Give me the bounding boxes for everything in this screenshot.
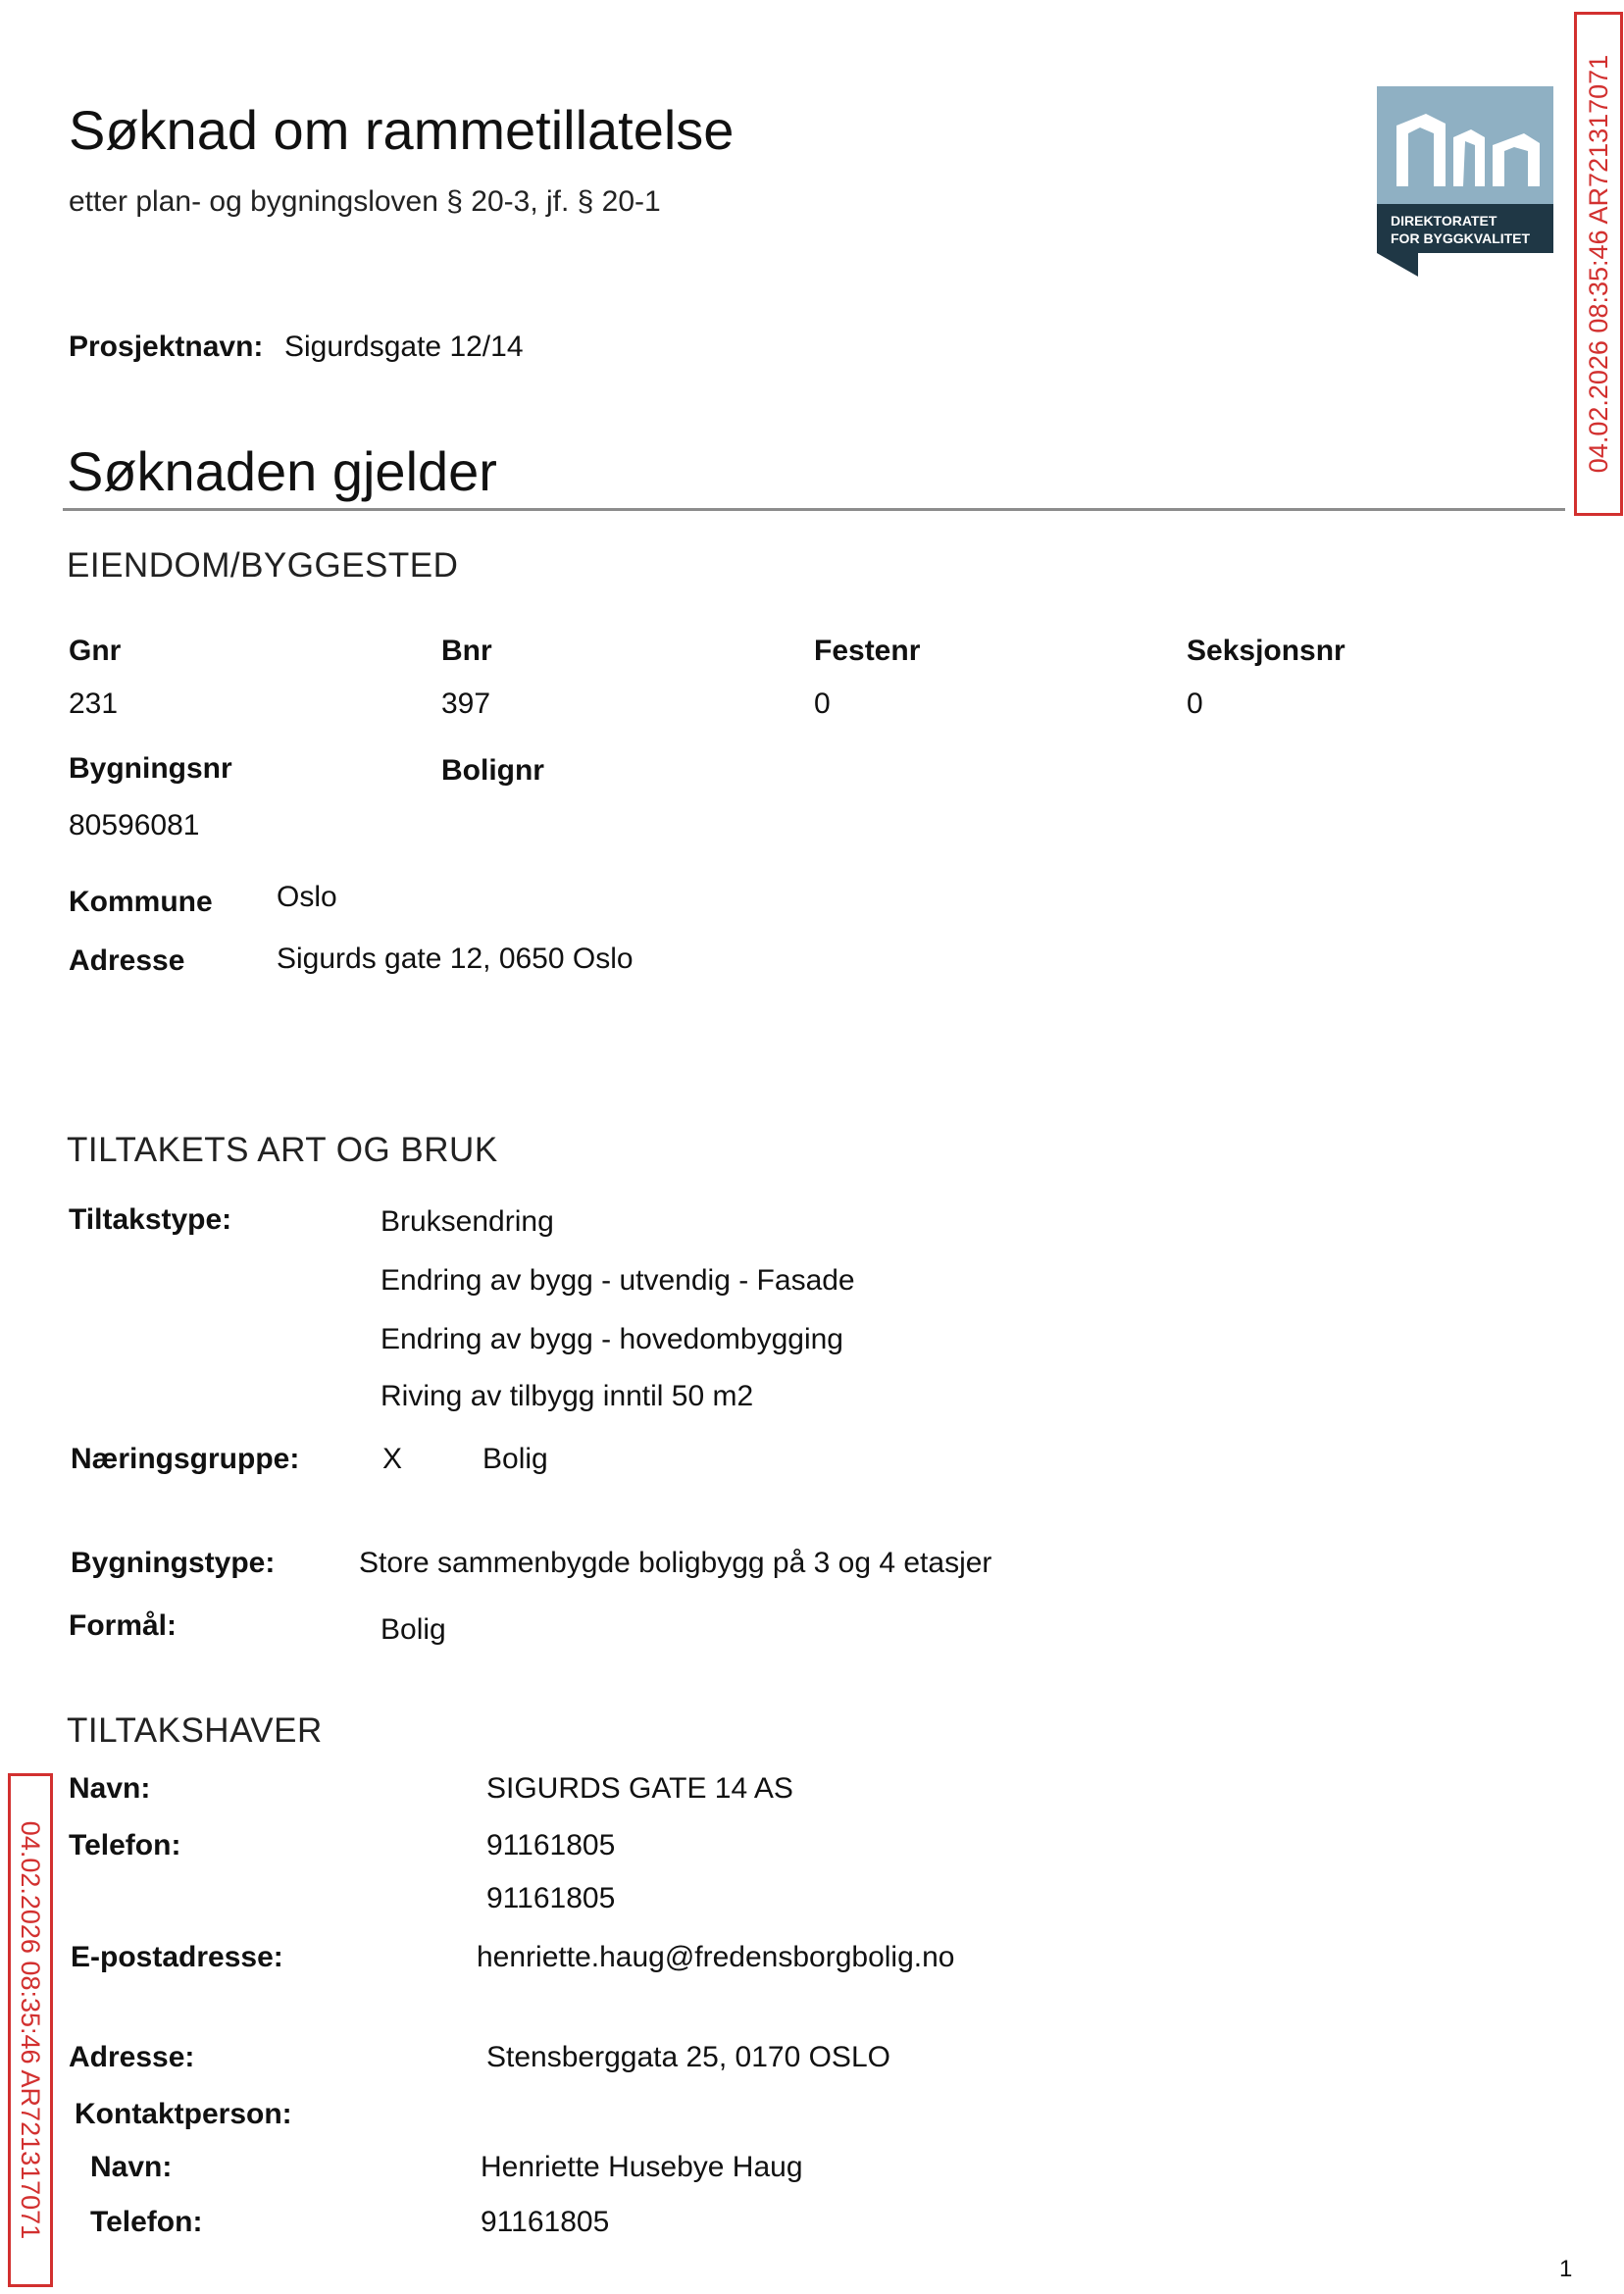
kontaktperson-navn-value: Henriette Husebye Haug: [481, 2151, 803, 2183]
document-subtitle: etter plan- og bygningsloven § 20-3, jf. § 20-1: [69, 185, 661, 218]
gnr-label: Gnr: [69, 635, 122, 667]
logo-text-line1: DIREKTORATET: [1391, 213, 1497, 229]
tiltakshaver-telefon-value-2: 91161805: [486, 1882, 616, 1914]
stamp-text: 04.02.2026 08:35:46 AR721317071: [1584, 54, 1613, 474]
kommune-value: Oslo: [277, 881, 337, 913]
tiltakshaver-telefon-label: Telefon:: [69, 1829, 181, 1861]
tiltakstype-item: Riving av tilbygg inntil 50 m2: [381, 1380, 754, 1412]
tiltakshaver-adresse-value: Stensberggata 25, 0170 OSLO: [486, 2041, 890, 2073]
kontaktperson-label: Kontaktperson:: [75, 2098, 292, 2130]
tiltakshaver-epost-value: henriette.haug@fredensborgbolig.no: [477, 1941, 955, 1973]
project-label: Prosjektnavn:: [69, 331, 264, 363]
adresse-value: Sigurds gate 12, 0650 Oslo: [277, 943, 634, 975]
tiltakstype-label: Tiltakstype:: [69, 1203, 232, 1236]
bygningsnr-label: Bygningsnr: [69, 752, 232, 785]
section-title: Søknaden gjelder: [67, 440, 497, 502]
logo-text-line2: FOR BYGGKVALITET: [1391, 230, 1531, 246]
stamp-text: 04.02.2026 08:35:46 AR721317071: [16, 1820, 45, 2240]
tiltakshaver-heading: TILTAKSHAVER: [67, 1711, 323, 1750]
bygningsnr-value: 80596081: [69, 809, 200, 841]
kontaktperson-telefon-value: 91161805: [481, 2206, 610, 2238]
kontaktperson-navn-label: Navn:: [90, 2151, 173, 2183]
tiltakstype-item: Endring av bygg - hovedombygging: [381, 1323, 843, 1355]
adresse-label: Adresse: [69, 944, 185, 977]
tiltakshaver-telefon-value: 91161805: [486, 1829, 616, 1861]
seksjonsnr-value: 0: [1187, 688, 1203, 720]
bnr-label: Bnr: [441, 635, 492, 667]
eiendom-heading: EIENDOM/BYGGESTED: [67, 546, 459, 585]
tiltakstype-item: Endring av bygg - utvendig - Fasade: [381, 1264, 855, 1297]
festenr-label: Festenr: [814, 635, 921, 667]
kontaktperson-telefon-label: Telefon:: [90, 2206, 203, 2238]
page-number: 1: [1559, 2256, 1573, 2282]
tiltakshaver-navn-value: SIGURDS GATE 14 AS: [486, 1772, 793, 1805]
section-divider: [63, 508, 1565, 511]
tiltakshaver-epost-label: E-postadresse:: [71, 1941, 283, 1973]
naeringsgruppe-code: X: [382, 1443, 403, 1475]
tiltak-heading: TILTAKETS ART OG BRUK: [67, 1131, 498, 1169]
document-title: Søknad om rammetillatelse: [69, 99, 735, 161]
tiltakshaver-navn-label: Navn:: [69, 1772, 151, 1805]
tiltakshaver-adresse-label: Adresse:: [69, 2041, 195, 2073]
timestamp-stamp-left: [8, 1773, 53, 2287]
kommune-label: Kommune: [69, 886, 213, 918]
festenr-value: 0: [814, 688, 831, 720]
tiltakstype-item: Bruksendring: [381, 1205, 554, 1238]
seksjonsnr-label: Seksjonsnr: [1187, 635, 1345, 667]
dibk-logo-graphic: [1377, 86, 1553, 277]
bnr-value: 397: [441, 688, 491, 720]
bygningstype-label: Bygningstype:: [71, 1547, 276, 1579]
bygningstype-value: Store sammenbygde boligbygg på 3 og 4 etasjer: [359, 1547, 992, 1579]
formal-value: Bolig: [381, 1613, 446, 1646]
naeringsgruppe-value: Bolig: [482, 1443, 548, 1475]
dibk-logo: [1377, 86, 1553, 277]
project-value: Sigurdsgate 12/14: [284, 331, 524, 363]
formal-label: Formål:: [69, 1609, 178, 1642]
bolignr-label: Bolignr: [441, 754, 544, 787]
naeringsgruppe-label: Næringsgruppe:: [71, 1443, 300, 1475]
timestamp-stamp-right: [1574, 12, 1623, 516]
gnr-value: 231: [69, 688, 119, 720]
